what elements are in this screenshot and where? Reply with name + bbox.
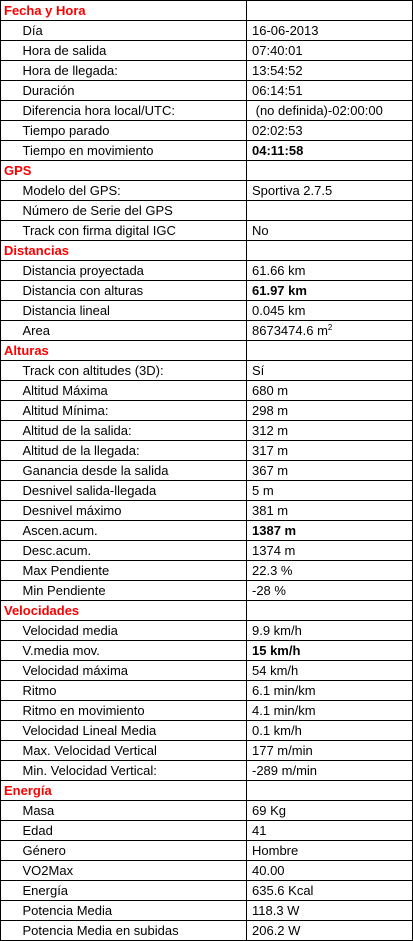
table-row [1, 81, 413, 101]
table-row [1, 201, 413, 221]
section-header [1, 161, 413, 181]
row-value-text: 177 m/min [252, 742, 313, 758]
table-row [1, 741, 413, 761]
indent-cell [1, 381, 13, 401]
row-value [247, 881, 413, 901]
row-value-text: 06:14:51 [252, 82, 303, 98]
indent-cell [1, 861, 13, 881]
row-label: Día [13, 21, 247, 41]
indent-cell [1, 881, 13, 901]
row-value [247, 761, 413, 781]
section-title: Energía [1, 781, 247, 801]
table-row [1, 361, 413, 381]
row-value-text: 15 km/h [252, 642, 301, 658]
row-value-text: 118.3 W [252, 902, 300, 918]
indent-cell [1, 541, 13, 561]
row-value-text: 04:11:58 [252, 142, 304, 158]
row-value-text: 367 m [252, 462, 289, 478]
row-value [247, 841, 413, 861]
indent-cell [1, 101, 13, 121]
indent-cell [1, 221, 13, 241]
indent-cell [1, 901, 13, 921]
row-value [247, 221, 413, 241]
table-row [1, 181, 413, 201]
indent-cell [1, 581, 13, 601]
row-label: Altitud Mínima: [13, 401, 247, 421]
section-title: Distancias [1, 241, 247, 261]
section-title: Velocidades [1, 601, 247, 621]
table-row [1, 21, 413, 41]
indent-cell [1, 301, 13, 321]
row-value-text: -28 % [252, 582, 286, 598]
row-label: Velocidad máxima [13, 661, 247, 681]
table-row [1, 481, 413, 501]
row-value-text: 312 m [252, 422, 289, 438]
row-value [247, 641, 413, 661]
row-value [247, 521, 413, 541]
row-value [247, 501, 413, 521]
row-value-text: 41 [252, 822, 267, 838]
table-row [1, 721, 413, 741]
row-label: Min Pendiente [13, 581, 247, 601]
row-value [247, 381, 413, 401]
indent-cell [1, 821, 13, 841]
row-value [247, 861, 413, 881]
indent-cell [1, 281, 13, 301]
row-label: Max Pendiente [13, 561, 247, 581]
table-row [1, 261, 413, 281]
table-row [1, 221, 413, 241]
indent-cell [1, 661, 13, 681]
indent-cell [1, 181, 13, 201]
row-value [247, 101, 413, 121]
row-value [247, 261, 413, 281]
table-row [1, 281, 413, 301]
row-value-text: -289 m/min [252, 762, 318, 778]
row-value-text: 4.1 min/km [252, 702, 316, 718]
table-row [1, 761, 413, 781]
indent-cell [1, 261, 13, 281]
row-value [247, 581, 413, 601]
row-value [247, 41, 413, 61]
row-value [247, 921, 413, 941]
row-label: Desc.acum. [13, 541, 247, 561]
row-label: Masa [13, 801, 247, 821]
row-value [247, 361, 413, 381]
row-label: Max. Velocidad Vertical [13, 741, 247, 761]
table-row [1, 521, 413, 541]
row-label: Diferencia hora local/UTC: [13, 101, 247, 121]
section-header-blank [247, 341, 413, 361]
indent-cell [1, 481, 13, 501]
row-value [247, 121, 413, 141]
table-row [1, 541, 413, 561]
section-header [1, 241, 413, 261]
row-label: Ganancia desde la salida [13, 461, 247, 481]
row-value [247, 21, 413, 41]
row-value-text: Sí [252, 362, 265, 378]
section-header [1, 601, 413, 621]
row-value-text: 16-06-2013 [252, 22, 319, 38]
unit-superscript: 2 [327, 322, 333, 332]
row-value-text: 635.6 Kcal [252, 882, 314, 898]
row-label: Ritmo [13, 681, 247, 701]
indent-cell [1, 521, 13, 541]
row-label: Tiempo en movimiento [13, 141, 247, 161]
table-row [1, 381, 413, 401]
indent-cell [1, 621, 13, 641]
table-row [1, 121, 413, 141]
row-label: Track con altitudes (3D): [13, 361, 247, 381]
row-label: Modelo del GPS: [13, 181, 247, 201]
row-value-text: 206.2 W [252, 922, 301, 938]
indent-cell [1, 21, 13, 41]
table-row [1, 881, 413, 901]
table-row [1, 921, 413, 941]
section-header [1, 341, 413, 361]
table-row [1, 561, 413, 581]
indent-cell [1, 361, 13, 381]
row-label: V.media mov. [13, 641, 247, 661]
indent-cell [1, 401, 13, 421]
indent-cell [1, 761, 13, 781]
row-value-text: 1387 m [252, 522, 297, 538]
row-label: Género [13, 841, 247, 861]
row-label: Duración [13, 81, 247, 101]
row-label: Velocidad media [13, 621, 247, 641]
indent-cell [1, 441, 13, 461]
row-value [247, 561, 413, 581]
row-value-text: 61.97 km [252, 282, 307, 298]
indent-cell [1, 421, 13, 441]
section-title: Fecha y Hora [1, 1, 247, 21]
row-value [247, 661, 413, 681]
row-label: Edad [13, 821, 247, 841]
table-row [1, 461, 413, 481]
indent-cell [1, 641, 13, 661]
row-value [247, 901, 413, 921]
row-value [247, 141, 413, 161]
row-value-text: 0.1 km/h [252, 722, 302, 738]
row-value-text: 40.00 [252, 862, 285, 878]
row-value [247, 81, 413, 101]
row-value [247, 401, 413, 421]
row-label: Tiempo parado [13, 121, 247, 141]
section-header-blank [247, 781, 413, 801]
row-value-text: 69 Kg [252, 802, 286, 818]
row-value [247, 801, 413, 821]
section-header-blank [247, 161, 413, 181]
row-value [247, 541, 413, 561]
row-label: Potencia Media en subidas [13, 921, 247, 941]
indent-cell [1, 741, 13, 761]
row-value [247, 461, 413, 481]
indent-cell [1, 121, 13, 141]
row-label: Desnivel máximo [13, 501, 247, 521]
row-value-text: 07:40:01 [252, 42, 303, 58]
row-label: Potencia Media [13, 901, 247, 921]
indent-cell [1, 721, 13, 741]
row-label: VO2Max [13, 861, 247, 881]
table-row [1, 301, 413, 321]
row-label: Número de Serie del GPS [13, 201, 247, 221]
row-value-text: 22.3 % [252, 562, 293, 578]
row-label: Ritmo en movimiento [13, 701, 247, 721]
row-value [247, 201, 413, 221]
row-label: Distancia con alturas [13, 281, 247, 301]
row-value [247, 421, 413, 441]
row-value [247, 741, 413, 761]
row-label: Distancia proyectada [13, 261, 247, 281]
row-value [247, 321, 413, 341]
row-label: Desnivel salida-llegada [13, 481, 247, 501]
table-row [1, 821, 413, 841]
row-value [247, 301, 413, 321]
indent-cell [1, 41, 13, 61]
row-value-text: Sportiva 2.7.5 [252, 182, 333, 198]
row-value-text: 54 km/h [252, 662, 299, 678]
section-header-blank [247, 601, 413, 621]
row-label: Area [13, 321, 247, 341]
indent-cell [1, 81, 13, 101]
row-value [247, 721, 413, 741]
indent-cell [1, 501, 13, 521]
indent-cell [1, 561, 13, 581]
section-header-blank [247, 1, 413, 21]
row-label: Min. Velocidad Vertical: [13, 761, 247, 781]
table-row [1, 641, 413, 661]
row-label: Velocidad Lineal Media [13, 721, 247, 741]
row-value-text: 381 m [252, 502, 289, 518]
table-row [1, 841, 413, 861]
table-row [1, 321, 413, 341]
section-header [1, 781, 413, 801]
row-value-text: 0.045 km [252, 302, 306, 318]
row-value-text: 680 m [252, 382, 289, 398]
row-value [247, 441, 413, 461]
table-row [1, 661, 413, 681]
row-label: Track con firma digital IGC [13, 221, 247, 241]
row-label: Hora de llegada: [13, 61, 247, 81]
table-row [1, 861, 413, 881]
row-value [247, 821, 413, 841]
section-header-blank [247, 241, 413, 261]
table-row [1, 701, 413, 721]
table-row [1, 581, 413, 601]
row-value [247, 481, 413, 501]
indent-cell [1, 801, 13, 821]
row-value-text: 02:02:53 [252, 122, 303, 138]
table-row [1, 621, 413, 641]
indent-cell [1, 201, 13, 221]
row-value-text: 6.1 min/km [252, 682, 316, 698]
indent-cell [1, 321, 13, 341]
table-row [1, 901, 413, 921]
row-value-text: 9.9 km/h [252, 622, 302, 638]
row-value-text: Hombre [252, 842, 299, 858]
row-value [247, 681, 413, 701]
row-label: Energía [13, 881, 247, 901]
row-label: Altitud Máxima [13, 381, 247, 401]
row-value-text: 8673474.6 m [252, 322, 328, 338]
row-label: Distancia lineal [13, 301, 247, 321]
row-value-text: 298 m [252, 402, 289, 418]
section-header [1, 1, 413, 21]
table-row [1, 41, 413, 61]
table-row [1, 501, 413, 521]
section-title: Alturas [1, 341, 247, 361]
table-row [1, 101, 413, 121]
row-label: Altitud de la llegada: [13, 441, 247, 461]
row-label: Ascen.acum. [13, 521, 247, 541]
table-row [1, 401, 413, 421]
indent-cell [1, 701, 13, 721]
indent-cell [1, 461, 13, 481]
row-value [247, 621, 413, 641]
table-row [1, 61, 413, 81]
row-value [247, 181, 413, 201]
table-row [1, 421, 413, 441]
row-value-text: 5 m [252, 482, 274, 498]
table-row [1, 441, 413, 461]
row-value-text: 317 m [252, 442, 289, 458]
row-value-text: No [252, 222, 269, 238]
row-value-text: 13:54:52 [252, 62, 303, 78]
indent-cell [1, 141, 13, 161]
section-title: GPS [1, 161, 247, 181]
row-value [247, 61, 413, 81]
table-row [1, 141, 413, 161]
row-value [247, 701, 413, 721]
table-row [1, 801, 413, 821]
row-value [247, 281, 413, 301]
indent-cell [1, 921, 13, 941]
row-label: Altitud de la salida: [13, 421, 247, 441]
row-label: Hora de salida [13, 41, 247, 61]
indent-cell [1, 681, 13, 701]
indent-cell [1, 841, 13, 861]
table-row [1, 681, 413, 701]
row-value-text: 61.66 km [252, 262, 306, 278]
row-value-text: (no definida)-02:00:00 [252, 102, 383, 118]
row-value-text: 1374 m [252, 542, 296, 558]
indent-cell [1, 61, 13, 81]
